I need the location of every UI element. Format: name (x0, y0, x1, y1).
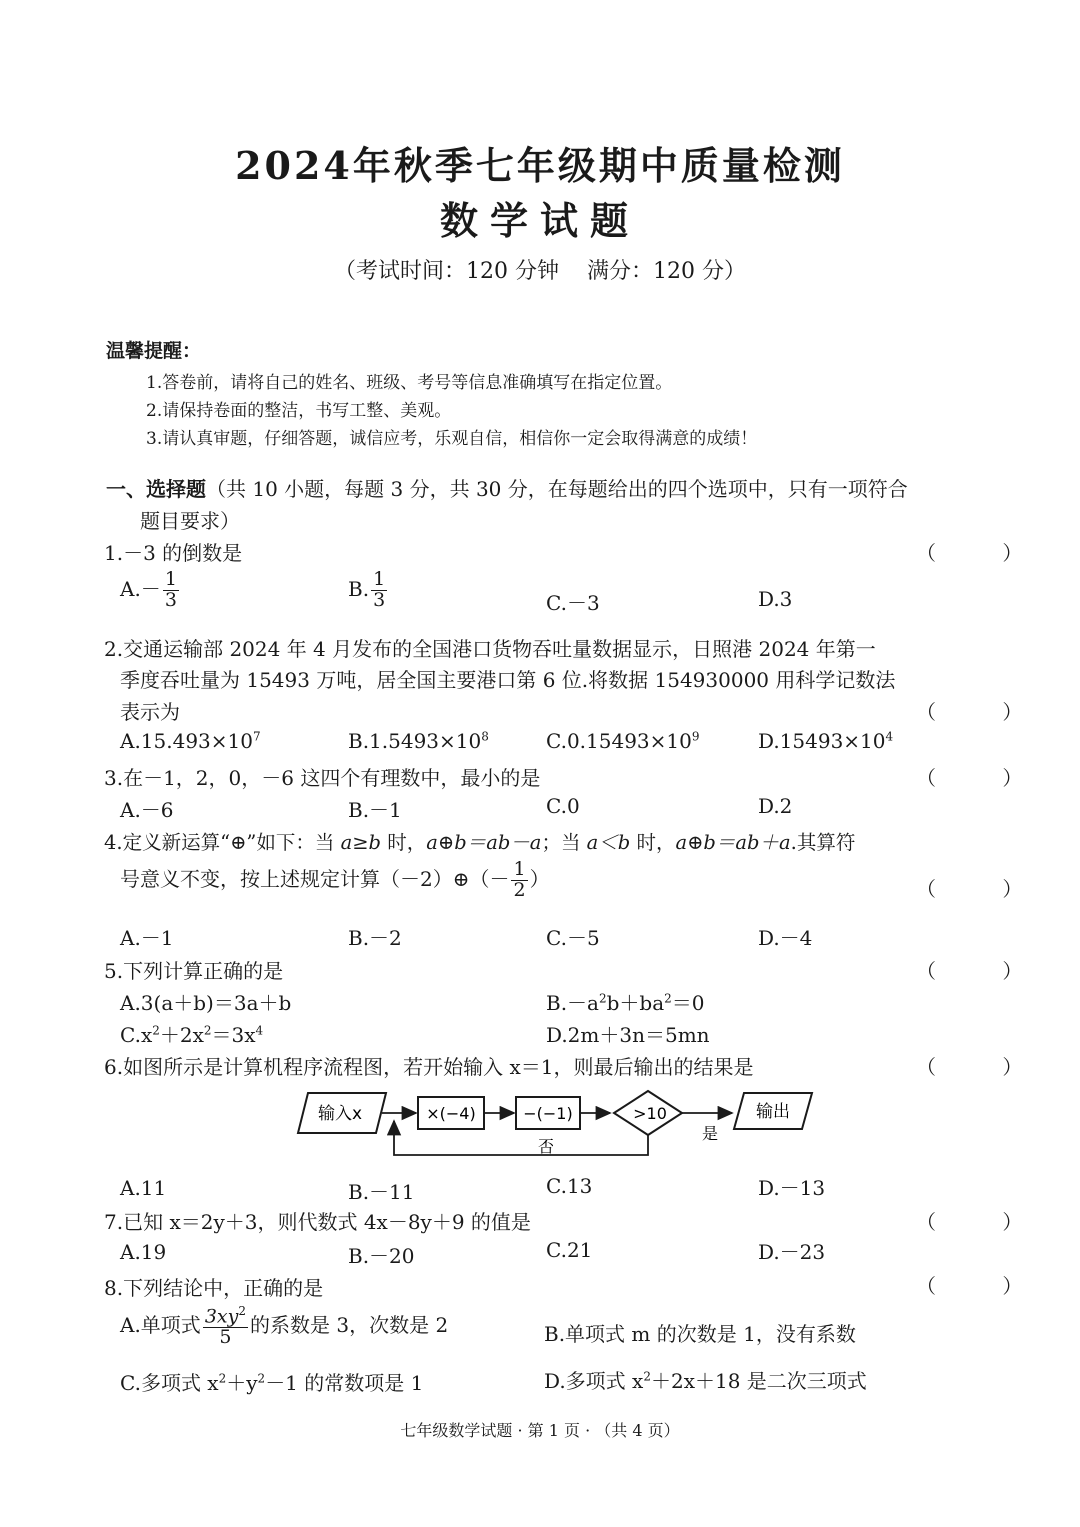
question-2-line1: 2.交通运输部 2024 年 4 月发布的全国港口货物吞吐量数据显示，日照港 2024 年第一 (104, 637, 876, 661)
exam-time: （考试时间：120 分钟 (334, 259, 559, 284)
q3-option-b: B.－1 (348, 798, 402, 822)
q5-c-part: ＝3x (211, 1023, 256, 1047)
q5-option-a: A.3(a＋b)＝3a＋b (120, 991, 292, 1015)
q1-option-d: D.3 (758, 587, 793, 611)
q8-d-sup: 2 (643, 1369, 651, 1384)
q1-a-prefix: A.－ (120, 576, 161, 601)
question-2-line3: 表示为 (120, 700, 180, 724)
q8-c-part: ＋y (226, 1371, 258, 1395)
answer-paren: （ ） (916, 1210, 1053, 1234)
numerator (203, 1305, 248, 1328)
question-4-line1 (104, 827, 855, 855)
q7-option-b: B.－20 (348, 1244, 415, 1268)
q4-rule: a⊕b＝ab－a (426, 831, 542, 854)
section-desc: （共 10 小题，每题 3 分，共 30 分，在每题给出的四个选项中，只有一项符合 (206, 477, 908, 501)
flowchart (290, 1085, 820, 1165)
q5-b-sup: 2 (598, 991, 607, 1006)
q4-text: 时， (630, 831, 676, 854)
numerator: 1 (164, 568, 177, 590)
answer-paren: （ ） (916, 700, 1053, 724)
q7-option-c: C.21 (546, 1238, 593, 1262)
q2-a-exp: 7 (253, 729, 261, 744)
section-desc-2: 题目要求） (140, 509, 240, 533)
q1-b-prefix: B. (348, 576, 370, 601)
fraction (203, 1305, 248, 1348)
q2-b-exp: 8 (481, 729, 489, 744)
q4-cond: a＜b (586, 831, 631, 854)
question-6-stem: 6.如图所示是计算机程序流程图，若开始输入 x＝1，则最后输出的结果是 (104, 1055, 754, 1079)
q4-option-b: B.－2 (348, 926, 402, 950)
q1-option-a (120, 570, 181, 611)
q2-option-c (546, 729, 700, 753)
q3-option-c: C.0 (546, 794, 580, 818)
section-heading (106, 473, 908, 502)
q6-option-b: B.－11 (348, 1180, 415, 1204)
numerator: 1 (373, 568, 386, 590)
q6-option-c: C.13 (546, 1174, 593, 1198)
denominator: 3 (164, 588, 177, 611)
q5-b-part: B.－a (546, 991, 599, 1015)
q7-option-a: A.19 (120, 1240, 167, 1264)
answer-paren: （ ） (916, 1274, 1053, 1298)
answer-paren: （ ） (916, 1055, 1053, 1079)
q5-c-sup: 4 (255, 1023, 264, 1038)
answer-paren: （ ） (916, 766, 1053, 790)
q8-c-sup: 2 (257, 1371, 266, 1386)
question-2-line2: 季度吞吐量为 15493 万吨，居全国主要港口第 6 位.将数据 154930000 用科学记数法 (120, 668, 896, 692)
q5-option-c (120, 1019, 263, 1048)
q2-c-base: C.0.15493×10 (546, 729, 692, 753)
flow-no-label: 否 (537, 1137, 555, 1156)
q8-c-sup: 2 (218, 1371, 227, 1386)
q8-a-sup: 2 (238, 1304, 246, 1318)
flow-output-label: 输出 (756, 1102, 790, 1122)
q8-a-num: 3xy (204, 1305, 239, 1328)
q6-option-a: A.11 (120, 1176, 167, 1200)
fraction (371, 570, 387, 611)
q7-option-d: D.－23 (758, 1240, 826, 1264)
question-3-stem: 3.在－1，2，0，－6 这四个有理数中，最小的是 (104, 766, 541, 790)
exam-info (0, 254, 1080, 285)
q4-text: 4.定义新运算“⊕”如下：当 (104, 831, 341, 854)
fraction (511, 860, 527, 901)
q6-option-d: D.－13 (758, 1176, 826, 1200)
full-score: 满分：120 分） (587, 259, 746, 284)
section-label: 一、选择题 (106, 477, 206, 501)
q2-option-d (758, 729, 893, 753)
tip-item: 2.请保持卷面的整洁，书写工整、美观。 (146, 401, 452, 421)
q5-b-sup: 2 (664, 991, 672, 1006)
exam-title: 2024年秋季七年级期中质量检测 (235, 143, 845, 188)
question-8-stem: 8.下列结论中，正确的是 (104, 1276, 324, 1300)
q8-option-a (120, 1305, 448, 1348)
tip-item: 3.请认真审题，仔细答题，诚信应考，乐观自信，相信你一定会取得满意的成绩！ (146, 429, 758, 449)
numerator: 1 (513, 858, 526, 880)
q5-b-part: ＝0 (671, 991, 705, 1015)
q4-text: 时， (381, 831, 427, 854)
flow-step2-label: −(−1) (523, 1104, 573, 1123)
q8-option-c (120, 1367, 423, 1396)
q5-option-d: D.2m＋3n＝5mn (546, 1023, 710, 1047)
denominator: 2 (513, 878, 526, 901)
flow-step1-label: ×(−4) (426, 1104, 476, 1123)
denominator: 5 (219, 1326, 232, 1349)
q5-option-b (546, 987, 705, 1016)
q3-option-d: D.2 (758, 794, 793, 818)
flow-yes-label: 是 (701, 1124, 719, 1143)
q5-c-part: ＋2x (159, 1023, 204, 1047)
tips-heading: 温馨提醒： (106, 340, 202, 362)
q8-a-part: A.单项式 (120, 1313, 201, 1338)
q8-c-part: C.多项式 x (120, 1371, 219, 1395)
subject-title: 数学试题 (439, 198, 640, 243)
q4-expr-end: ） (529, 866, 550, 891)
question-4-line2 (120, 860, 550, 901)
q8-c-part: －1 的常数项是 1 (265, 1371, 424, 1395)
q4-cond: a≥b (340, 831, 382, 854)
question-7-stem: 7.已知 x＝2y＋3，则代数式 4x－8y＋9 的值是 (104, 1210, 531, 1234)
q5-c-sup: 2 (152, 1023, 160, 1038)
denominator: 3 (373, 588, 386, 611)
fraction (163, 570, 179, 611)
q2-a-base: A.15.493×10 (120, 729, 253, 753)
q3-option-a: A.－6 (120, 798, 174, 822)
q8-option-b: B.单项式 m 的次数是 1，没有系数 (544, 1322, 856, 1346)
tip-item: 1.答卷前，请将自己的姓名、班级、考号等信息准确填写在指定位置。 (146, 373, 673, 393)
answer-paren: （ ） (916, 959, 1053, 983)
q4-expr: 号意义不变，按上述规定计算（－2）⊕（－ (120, 866, 510, 891)
answer-paren: （ ） (916, 877, 1053, 901)
answer-paren: （ ） (916, 541, 1053, 565)
q4-rule: a⊕b＝ab＋a (675, 831, 791, 854)
question-1-stem: 1.－3 的倒数是 (104, 541, 243, 565)
q4-text: ；当 (541, 831, 587, 854)
flow-condition-label: >10 (633, 1104, 667, 1123)
q8-d-part: D.多项式 x (544, 1369, 644, 1393)
q8-option-d (544, 1365, 867, 1394)
q8-d-part: ＋2x＋18 是二次三项式 (650, 1369, 867, 1393)
q5-c-part: C.x (120, 1023, 153, 1047)
q5-b-part: b＋ba (606, 991, 665, 1015)
flow-input-label: 输入x (317, 1104, 363, 1124)
q2-d-base: D.15493×10 (758, 729, 886, 753)
q2-d-exp: 4 (885, 729, 894, 744)
q1-option-c: C.－3 (546, 591, 600, 615)
q8-a-part: 的系数是 3，次数是 2 (250, 1313, 449, 1338)
q2-option-a (120, 729, 261, 753)
flow-loop-arrow (394, 1121, 648, 1155)
q4-option-a: A.－1 (120, 926, 174, 950)
q2-b-base: B.1.5493×10 (348, 729, 482, 753)
q4-option-d: D.－4 (758, 926, 813, 950)
q1-option-b (348, 570, 389, 611)
q2-option-b (348, 729, 489, 753)
question-5-stem: 5.下列计算正确的是 (104, 959, 284, 983)
q2-c-exp: 9 (691, 729, 700, 744)
q4-option-c: C.－5 (546, 926, 600, 950)
page-footer: 七年级数学试题 · 第 1 页 · （共 4 页） (400, 1421, 680, 1440)
q5-c-sup: 2 (203, 1023, 212, 1038)
q4-text: .其算符 (790, 831, 856, 854)
